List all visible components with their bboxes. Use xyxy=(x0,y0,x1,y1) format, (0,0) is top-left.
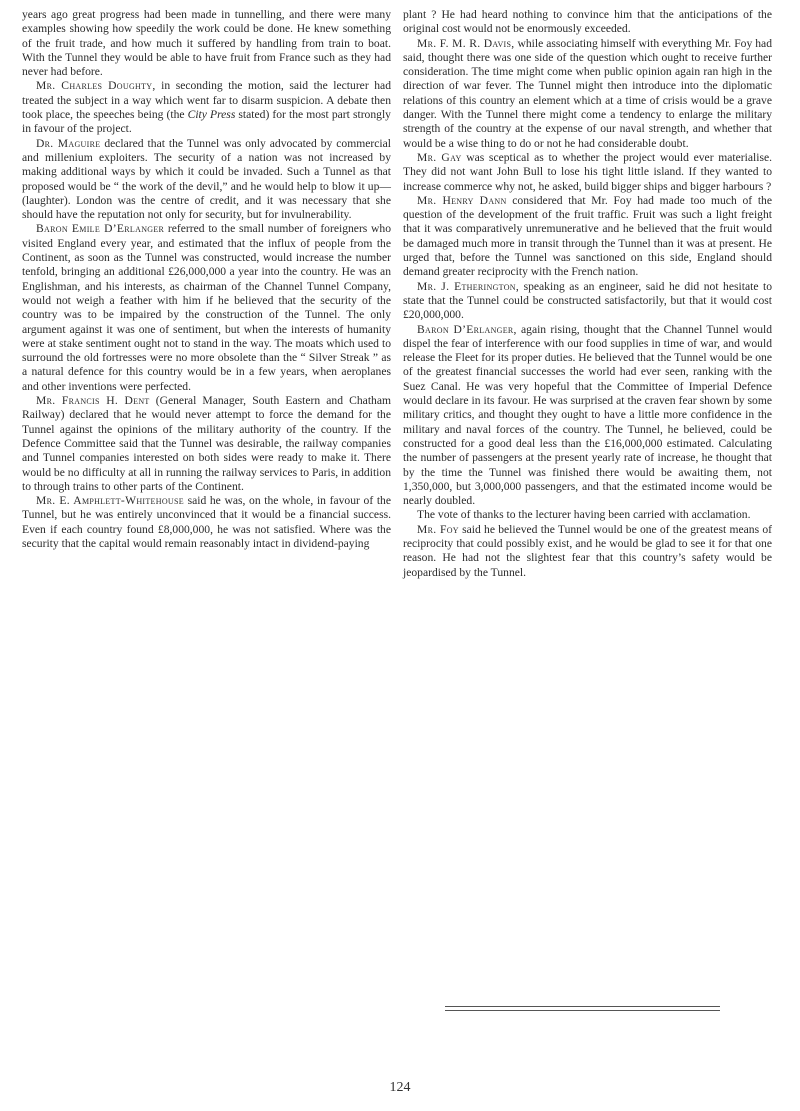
paragraph: Mr. E. Amphlett-Whitehouse said he was, on the whole, in favour of the Tunnel, but he was entirely unconvinced that it would be a financial success. Even if each country found £8,000,000, he was not satisfied. Where was the security that the capital would remain reasonably intact in dividend-paying xyxy=(22,494,391,550)
speaker-name: Mr. Foy xyxy=(417,522,459,536)
speaker-name: Mr. Gay xyxy=(417,150,462,164)
speaker-name: Mr. Francis H. Dent xyxy=(36,394,150,408)
paragraph: Mr. Charles Doughty, in seconding the motion, said the lecturer had treated the subject in a way which went far to disarm suspicion. A debate then took place, the speeches being (the City Press stated) for the most part strongly in favour of the project. xyxy=(22,79,391,136)
paragraph: Mr. Henry Dann considered that Mr. Foy had made too much of the question of the development of the fruit traffic. Fruit was such a light freight that it was comparatively unremunerative and he believed that the fruit would be damaged much more in transit through the Tunnel than it was at present. He urged that, before the Tunnel was sanctioned on this side, England should demand greater reciprocity with the French nation. xyxy=(403,193,772,279)
paragraph: Mr. Foy said he believed the Tunnel would be one of the greatest means of reciprocity that could possibly exist, and he would be glad to see it for that one reason. He had not the slightest fear that this country’s safety would be jeopardised by the Tunnel. xyxy=(403,522,772,579)
speaker-name: Mr. E. Amphlett-Whitehouse xyxy=(36,494,184,508)
paragraph: years ago great progress had been made in tunnelling, and there were many examples showing how speedily the work could be done. He knew something of the fruit trade, and how much it suffered by handling from train to boat. With the Tunnel they would be able to have fruit from France such as they had never had before. xyxy=(22,8,391,79)
speaker-name: Baron Emile D’Erlanger xyxy=(36,222,165,236)
paragraph: Mr. Francis H. Dent (General Manager, South Eastern and Chatham Railway) declared that he would never attempt to force the demand for the Tunnel against the opinions of the military authority of the country. If the Defence Committee said that the Tunnel was desirable, the railway companies and Tunnel companies interested on both sides were ready to make it. There would be no difficulty at all in running the railway services to Paris, in addition to through trains to other parts of the Continent. xyxy=(22,394,392,493)
paragraph: Mr. J. Etherington, speaking as an engineer, said he did not hesitate to state that the Tunnel could be constructed satisfactorily, but that it would cost £20,000,000. xyxy=(403,279,772,322)
speaker-name: Mr. F. M. R. Davis, xyxy=(417,36,515,50)
speaker-name: Mr. Henry Dann xyxy=(417,193,507,207)
speaker-name: Dr. Maguire xyxy=(36,136,101,150)
speaker-name: Mr. J. Etherington, xyxy=(417,279,520,293)
paragraph: The vote of thanks to the lecturer having been carried with acclamation. xyxy=(417,508,751,522)
paragraph: Dr. Maguire declared that the Tunnel was only advocated by commercial and millenium exploiters. The security of a nation was not increased by making additional ways by which it could be invaded. Such a Tunnel as that proposed would be “ the work of the devil,” and he would help to blow it up—(laughter). London was the centre of credit, and it was necessary that she should have the reputation not only for security, but for invulnerability. xyxy=(22,136,391,222)
speaker-name: Mr. Charles Doughty, xyxy=(36,79,156,93)
paragraph: Baron Emile D’Erlanger referred to the small number of foreigners who visited England every year, and estimated that the influx of people from the Continent, as soon as the Tunnel was constructed, would increase the number tenfold, bringing an additional £26,000,000 a year into the country. He was an Englishman, and his interests, as chairman of the Channel Tunnel Company, would not weigh a feather with him if he believed that the security of the country was to be impaired by the construction of the Tunnel. The only argument against it was one of sentiment, but when the interests of humanity were at stake sentiment ought not to stand in the way. The moats which used to surround the old fortresses were no more obsolete than the “ Silver Streak ” as a natural defence for this country would be in a few years, when aeroplanes and other inventions were perfected. xyxy=(22,222,392,393)
paragraph: plant ? He had heard nothing to convince him that the anticipations of the original cost would not be enormously exceeded. xyxy=(403,8,772,36)
paragraph: Baron D’Erlanger, again rising, thought that the Channel Tunnel would dispel the fear of interference with our food supplies in time of war, and would release the Fleet for its proper duties. He believed that the Tunnel would be one of the greatest financial successes the world had ever seen, ranking with the Suez Canal. He was very hopeful that the Committee of Imperial Defence would declare in its favour. He was surprised at the craven fear shown by some military critics, and thought they ought to have a little more confidence in the military and naval forces of the country. The Tunnel, he believed, could be constructed for a good deal less than the £16,000,000 estimated. Calculating the number of passengers at the present yearly rate of increase, he thought that by the time the Tunnel was finished there would be awaiting them, not 1,350,000, but 3,000,000 passengers, and that the estimated income would be nearly doubled. xyxy=(403,322,773,508)
paragraph: Mr. Gay was sceptical as to whether the project would ever materialise. They did not want John Bull to lose his tight little island. If they wanted to increase commerce why not, he asked, build bigger ships and bigger harbours ? xyxy=(403,150,773,193)
paragraph: Mr. F. M. R. Davis, while associating himself with everything Mr. Foy had said, thought there was one side of the question which ought to receive further consideration. The time might come when public opinion again ran high in the direction of war fever. The Tunnel might then introduce into the diplomatic relations of this country an element which at a time of crisis would be a grave danger. With the Tunnel there might come a tendency to enlarge the military strength of the country at the expense of our naval strength, and whether that would be a wise thing to do or not he had considerable doubt. xyxy=(403,36,772,150)
page-number: 124 xyxy=(389,1080,411,1095)
right-column xyxy=(403,8,772,580)
speaker-name: Baron D’Erlanger, xyxy=(417,322,517,336)
left-column xyxy=(22,8,391,551)
publication-name: City Press xyxy=(187,108,236,122)
section-divider xyxy=(445,1006,720,1011)
